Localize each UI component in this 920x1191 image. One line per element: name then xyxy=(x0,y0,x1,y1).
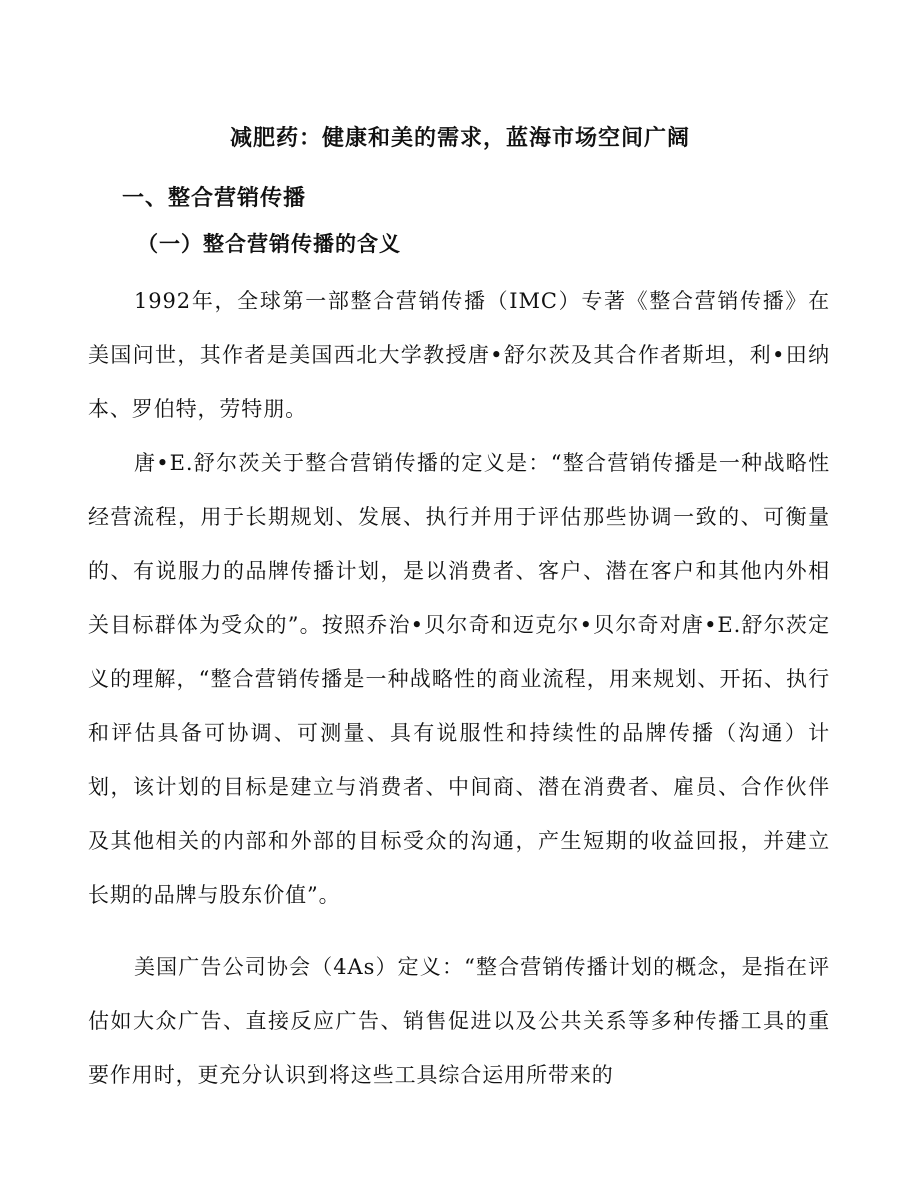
subsection-heading: （一）整合营销传播的含义 xyxy=(137,231,401,256)
paragraph-3: 美国广告公司协会（4As）定义：“整合营销传播计划的概念，是指在评估如大众广告、直接反应广告、销售促进以及公共关系等多种传播工具的重要作用时，更充分认识到将这些工具综合运用所带来的 xyxy=(88,955,830,1087)
section-heading: 一、整合营销传播 xyxy=(122,185,307,211)
paragraph-2: 唐•E.舒尔茨关于整合营销传播的定义是：“整合营销传播是一种战略性经营流程，用于长期规划、发展、执行并用于评估那些协调一致的、可衡量的、有说服力的品牌传播计划，是以消费者、客户、潜在客户和其他内外相关目标群体为受众的”。按照乔治•贝尔奇和迈克尔•贝尔奇对唐•E.舒尔茨定义的理解，“整合营销传播是一种战略性的商业流程，用来规划、开拓、执行和评估具备可协调、可测量、具有说服性和持续性的品牌传播（沟通）计划，该计划的目标是建立与消费者、中间商、潜在消费者、雇员、合作伙伴及其他相关的内部和外部的目标受众的沟通，产生短期的收益回报，并建立长期的品牌与股东价值”。 xyxy=(88,451,830,907)
paragraph-1: 1992年，全球第一部整合营销传播（IMC）专著《整合营销传播》在美国问世，其作者是美国西北大学教授唐•舒尔茨及其合作者斯坦，利•田纳本、罗伯特，劳特朋。 xyxy=(88,289,830,421)
document-title: 减肥药：健康和美的需求，蓝海市场空间广阔 xyxy=(229,125,690,151)
